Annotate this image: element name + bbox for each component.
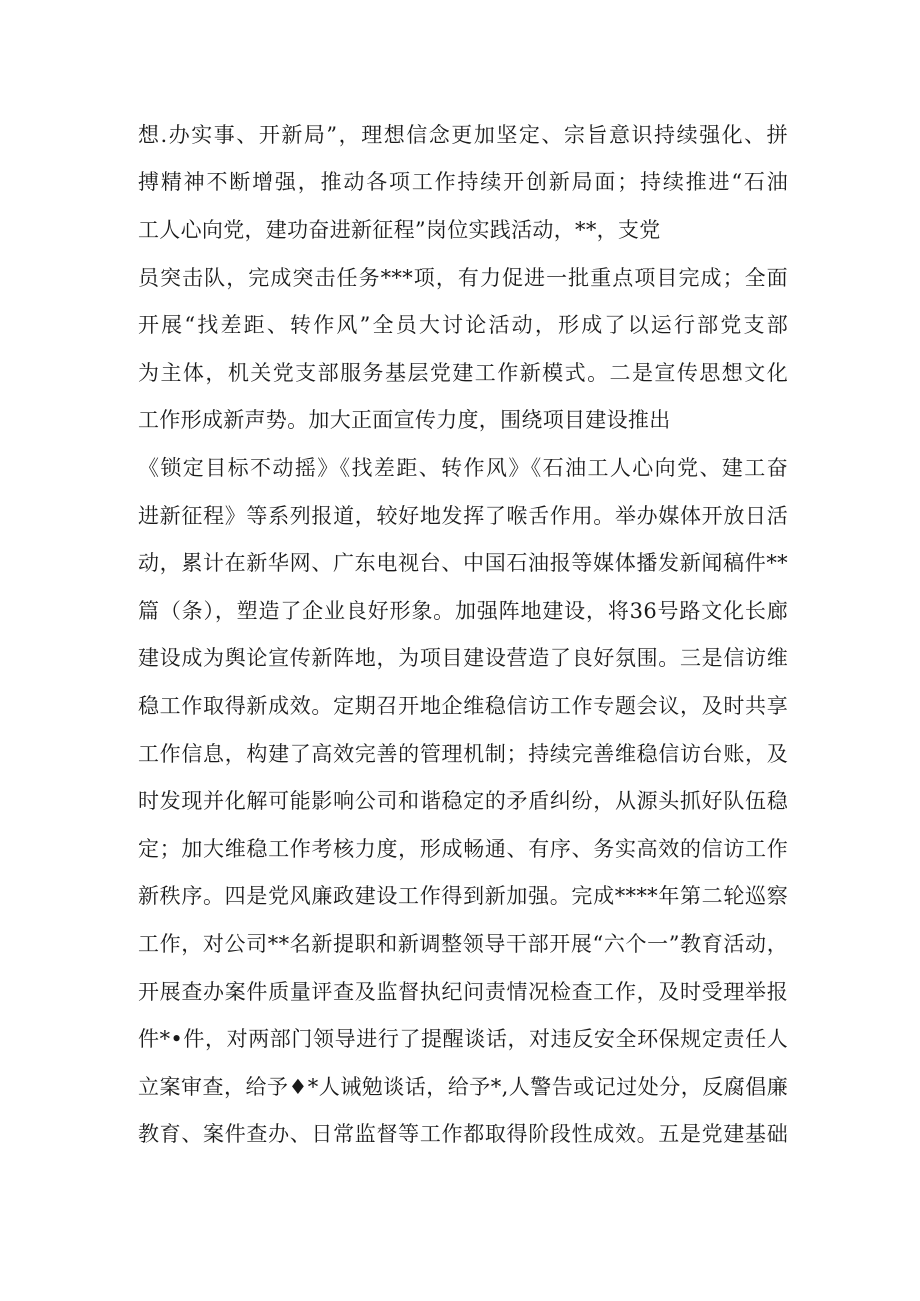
body-text-line: 篇（条），塑造了企业良好形象。加强阵地建设，将36号路文化长廊 bbox=[138, 599, 788, 623]
body-text-line: 开展“找差距、转作风”全员大讨论活动，形成了以运行部党支部 bbox=[138, 313, 788, 337]
body-text-line: 动，累计在新华网、广东电视台、中国石油报等媒体播发新闻稿件** bbox=[138, 551, 788, 575]
body-text-line: 工作形成新声势。加大正面宣传力度，围绕项目建设推出 bbox=[138, 408, 671, 432]
body-text-line: 新秩序。四是党风廉政建设工作得到新加强。完成****年第二轮巡察 bbox=[138, 884, 788, 908]
body-text-line: 教育、案件查办、日常监督等工作都取得阶段性成效。五是党建基础 bbox=[138, 1122, 788, 1146]
body-text-line: 进新征程》等系列报道，较好地发挥了喉舌作用。举办媒体开放日活 bbox=[138, 504, 788, 528]
body-text-line: 工作信息，构建了高效完善的管理机制；持续完善维稳信访台账，及 bbox=[138, 742, 788, 766]
body-text-line: 《锁定目标不动摇》《找差距、转作风》《石油工人心向党、建工奋 bbox=[138, 456, 788, 480]
body-text-line: 开展查办案件质量评查及监督执纪问责情况检查工作，及时受理举报 bbox=[138, 980, 788, 1004]
body-text-line: 搏精神不断增强，推动各项工作持续开创新局面；持续推进“石油 bbox=[138, 170, 788, 194]
body-text-line: 立案审查，给予♦*人诫勉谈话，给予*,人警告或记过处分，反腐倡廉 bbox=[138, 1075, 788, 1099]
body-text-line: 时发现并化解可能影响公司和谐稳定的矛盾纠纷，从源头抓好队伍稳 bbox=[138, 789, 788, 813]
body-text-line: 建设成为舆论宣传新阵地，为项目建设营造了良好氛围。三是信访维 bbox=[138, 646, 788, 670]
body-text-line: 定；加大维稳工作考核力度，形成畅通、有序、务实高效的信访工作 bbox=[138, 837, 788, 861]
body-text-line: 工作，对公司**名新提职和新调整领导干部开展“六个一”教育活动， bbox=[138, 932, 788, 956]
body-text-line: 件*•件，对两部门领导进行了提醒谈话，对违反安全环保规定责任人 bbox=[138, 1027, 788, 1051]
body-text-line: 想.办实事、开新局”，理想信念更加坚定、宗旨意识持续强化、拼 bbox=[138, 123, 788, 147]
body-text-line: 稳工作取得新成效。定期召开地企维稳信访工作专题会议，及时共享 bbox=[138, 694, 788, 718]
body-text-line: 为主体，机关党支部服务基层党建工作新模式。二是宣传思想文化 bbox=[138, 361, 788, 385]
body-text-line: 员突击队，完成突击任务***项，有力促进一批重点项目完成；全面 bbox=[138, 266, 788, 290]
body-text-line: 工人心向党，建功奋进新征程”岗位实践活动，**，支党 bbox=[138, 218, 661, 242]
